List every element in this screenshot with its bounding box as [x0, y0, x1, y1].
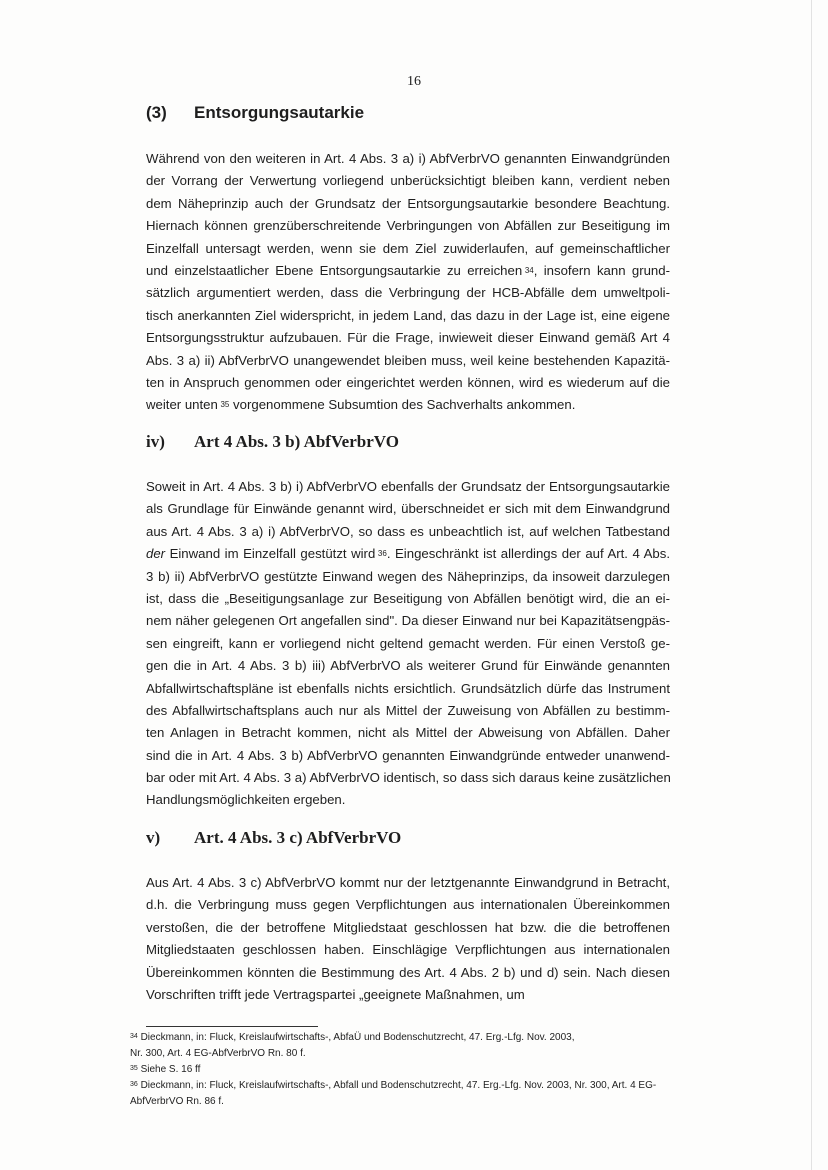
heading-number: (3) [146, 103, 167, 122]
footnote-34 [130, 1030, 670, 1046]
text-line: Handlungsmöglichkeiten ergeben. [146, 792, 346, 808]
scan-edge-line [811, 0, 812, 1170]
heading-art-4-abs-3-b [146, 432, 399, 452]
text-line: sen eingreift, kann er vorliegend nicht geltend gemacht werden. Für einen Verstoß ge- [146, 635, 670, 651]
text-line: Mitgliedstaaten geschlossen haben. Einschlägige Verpflichtungen aus internationalen [146, 942, 670, 958]
footnote-36 [130, 1078, 670, 1094]
paragraph-entsorgungsautarkie [146, 148, 670, 417]
text-line: Soweit in Art. 4 Abs. 3 b) i) AbfVerbrVO ebenfalls der Grundsatz der Entsorgungsautarkie [146, 479, 670, 494]
text-segment: weiter unten [146, 397, 218, 413]
text-segment: , insofern kann grund- [533, 262, 670, 278]
footnote-text: Dieckmann, in: Fluck, Kreislaufwirtschafts-, Abfall und Bodenschutzrecht, 47. Erg.-Lfg. Nov. 2003, Nr. 300, Art. 4 EG- [140, 1080, 657, 1091]
text-line: d.h. die Verbringung muss gegen Verpflichtungen aus internationalen Übereinkommen [146, 897, 670, 913]
text-line: sätzlich argumentiert werden, dass die Verbringung der HCB-Abfälle dem umweltpoli- [146, 285, 670, 301]
text-segment [146, 546, 375, 561]
text-line: Während von den weiteren in Art. 4 Abs. 3 a) i) AbfVerbrVO genannten Einwandgründen [146, 151, 670, 166]
footnote-text: Siehe S. 16 ff [140, 1064, 201, 1075]
text-line [146, 260, 670, 282]
text-line: ten Anlagen in Betracht kommen, nicht als Mittel der Abweisung von Abfällen. Daher [146, 725, 670, 741]
text-segment: Einwand im Einzelfall gestützt wird [165, 546, 376, 562]
text-line: ist, dass die „Beseitigungsanlage zur Beseitigung von Abfällen benötigt wird, die an ei- [146, 590, 670, 606]
text-line: Aus Art. 4 Abs. 3 c) AbfVerbrVO kommt nur der letztgenannte Einwandgrund in Betracht, [146, 875, 670, 890]
footnote-36-cont: AbfVerbrVO Rn. 86 f. [130, 1096, 224, 1107]
text-line: gen die in Art. 4 Abs. 3 b) iii) AbfVerbrVO als weiterer Grund für Einwände genannten [146, 658, 670, 674]
text-line: als Grundlage für Einwände genannt wird, überschneidet er sich mit dem Einwandgrund [146, 501, 670, 517]
text-line [146, 394, 670, 416]
footnote-mark: 36 [130, 1081, 138, 1088]
heading-number: v) [146, 828, 161, 847]
heading-art-4-abs-3-c [146, 828, 401, 848]
italic-word: der [146, 546, 166, 562]
heading-title: Art 4 Abs. 3 b) AbfVerbrVO [194, 432, 399, 451]
text-line: sind die in Art. 4 Abs. 3 b) AbfVerbrVO genannten Einwandgründe entweder unanwend- [146, 747, 670, 763]
text-segment: vorgenommene Subsumtion des Sachverhalts ankommen. [229, 397, 576, 413]
footnote-mark: 34 [130, 1033, 138, 1040]
heading-entsorgungsautarkie [146, 103, 364, 123]
text-line: aus Art. 4 Abs. 3 a) i) AbfVerbrVO, so dass es unbeachtlich ist, auf welchen Tatbestand [146, 523, 670, 539]
heading-title: Entsorgungsautarkie [194, 103, 365, 122]
footnote-ref-36: 36 [377, 549, 387, 559]
text-segment: . Eingeschränkt ist allerdings der auf Art. 4 Abs. [386, 546, 670, 562]
text-line: bar oder mit Art. 4 Abs. 3 a) AbfVerbrVO identisch, so dass sich daraus keine zusätzlichen [146, 770, 671, 786]
text-line: verstoßen, die der betroffene Mitgliedstaat geschlossen hat bzw. die die betroffenen [146, 919, 670, 935]
footnotes [130, 1030, 670, 1110]
footnote-ref-34: 34 [524, 265, 534, 275]
text-line: dem Näheprinzip auch der Grundsatz der Entsorgungsautarkie besondere Beachtung. [146, 195, 670, 211]
text-line: Einzelfall untersagt werden, wenn sie dem Ziel zuwiderlaufen, auf gemeinschaftlicher [146, 240, 670, 256]
footnote-ref-35: 35 [220, 400, 230, 410]
footnote-35 [130, 1062, 670, 1078]
text-line: nem näher gelegenen Ort angefallen sind". Da dieser Einwand nur bei Kapazitätsengpäs- [146, 613, 670, 629]
heading-number: iv) [146, 432, 165, 451]
text-line: ten in Anspruch genommen oder eingerichtet werden können, wird es wiederum auf die [146, 374, 670, 390]
text-line: tisch anerkannten Ziel widerspricht, in jedem Land, das dazu in der Lage ist, eine eigene [146, 307, 670, 323]
text-line: Abs. 3 a) ii) AbfVerbrVO unangewendet bleiben muss, weil keine bestehenden Kapazitä- [146, 352, 670, 368]
paragraph-art-4-abs-3-b [146, 476, 670, 812]
text-line: des Abfallwirtschaftsplans auch nur als Mittel der Zuweisung von Abfällen zu bestimm- [146, 702, 670, 718]
footnote-text: Dieckmann, in: Fluck, Kreislaufwirtschafts-, AbfaÜ und Bodenschutzrecht, 47. Erg.-Lfg. Nov. 2003, [140, 1032, 575, 1043]
text-line: der Vorrang der Verwertung vorliegend unberücksichtigt bleiben kann, verdient neben [146, 173, 670, 189]
footnote-separator [146, 1026, 318, 1027]
text-line: Abfallwirtschaftspläne ist ebenfalls nichts ersichtlich. Grundsätzlich dürfe das Instrument [146, 680, 670, 696]
text-line: Entsorgungsstruktur aufzubauen. Für die Frage, inwieweit dieser Einwand gemäß Art 4 [146, 330, 670, 346]
footnote-34-cont: Nr. 300, Art. 4 EG-AbfVerbrVO Rn. 80 f. [130, 1048, 306, 1059]
text-line: Hiernach können grenzüberschreitende Verbringungen von Abfällen zur Beseitigung im [146, 218, 670, 234]
text-segment: und einzelstaatlicher Ebene Entsorgungsautarkie zu erreichen [146, 262, 523, 278]
text-line: Übereinkommen könnten die Bestimmung des Art. 4 Abs. 2 b) und d) sein. Nach diesen [146, 964, 670, 980]
text-line [146, 543, 670, 565]
page-number: 16 [407, 74, 421, 89]
footnote-mark: 35 [130, 1065, 138, 1072]
paragraph-art-4-abs-3-c [146, 872, 670, 1006]
text-line: 3 b) ii) AbfVerbrVO gestützte Einwand wegen des Näheprinzips, da insoweit darzulegen [146, 568, 670, 584]
text-line: Vorschriften trifft jede Vertragspartei „geeignete Maßnahmen, um [146, 986, 525, 1002]
heading-title: Art. 4 Abs. 3 c) AbfVerbrVO [194, 828, 402, 847]
